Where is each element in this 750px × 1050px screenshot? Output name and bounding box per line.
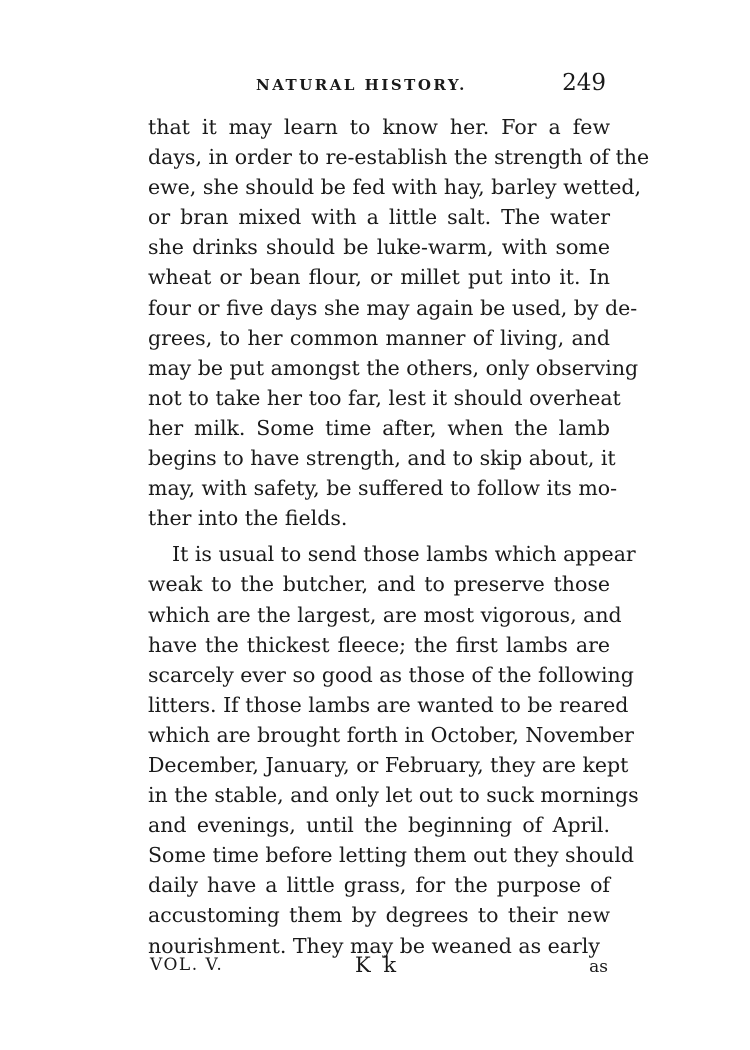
text-line: that it may learn to know her. For a few <box>148 115 610 139</box>
paragraph-2 <box>148 539 639 960</box>
text-line: not to take her too far, lest it should overheat <box>148 385 621 410</box>
page-header <box>148 70 610 104</box>
text-line: weak to the butcher, and to preserve those <box>148 572 610 597</box>
text-line: her milk. Some time after, when the lamb <box>148 415 610 440</box>
text-line: or bran mixed with a little salt. The water <box>148 205 610 230</box>
text-line: daily have a little grass, for the purpose of <box>148 873 610 898</box>
text-line: nourishment. They may be weaned as early <box>148 933 600 958</box>
catchword: as <box>589 957 608 977</box>
text-line: Some time before letting them out they should <box>148 843 634 868</box>
body-text <box>148 112 650 961</box>
text-line: which are brought forth in October, November <box>148 722 634 747</box>
page-number: 249 <box>562 70 606 96</box>
text-line: scarcely ever so good as those of the following <box>148 662 634 687</box>
text-line: ewe, she should be fed with hay, barley wetted, <box>148 175 642 200</box>
text-line: begins to have strength, and to skip about, it <box>148 446 616 471</box>
text-line: may be put amongst the others, only observing <box>148 355 639 380</box>
text-line: in the stable, and only let out to suck mornings <box>148 783 639 808</box>
running-title: NATURAL HISTORY. <box>256 76 467 94</box>
text-line: litters. If those lambs are wanted to be reared <box>148 692 629 717</box>
text-line: December, January, or February, they are kept <box>148 752 629 777</box>
text-line: days, in order to re-establish the strength of the <box>148 145 650 170</box>
text-line: grees, to her common manner of living, and <box>148 325 610 350</box>
text-line: she drinks should be luke-warm, with some <box>148 235 610 260</box>
text-line: accustoming them by degrees to their new <box>148 903 610 928</box>
text-line: wheat or bean flour, or millet put into it. In <box>148 265 610 290</box>
volume-signature: VOL. V. <box>150 955 224 975</box>
text-line: may, with safety, be suffered to follow its mo- <box>148 476 618 501</box>
page-footer <box>150 955 608 985</box>
signature-mark: K k <box>355 953 400 977</box>
text-line: which are the largest, are most vigorous, and <box>148 602 622 627</box>
text-line: four or five days she may again be used, by de- <box>148 295 638 320</box>
text-line: It is usual to send those lambs which appear <box>172 542 636 567</box>
text-line: and evenings, until the beginning of April. <box>148 813 610 838</box>
text-line: ther into the fields. <box>148 506 348 531</box>
paragraph-1 <box>148 112 650 533</box>
text-line: have the thickest fleece; the first lambs are <box>148 632 610 657</box>
